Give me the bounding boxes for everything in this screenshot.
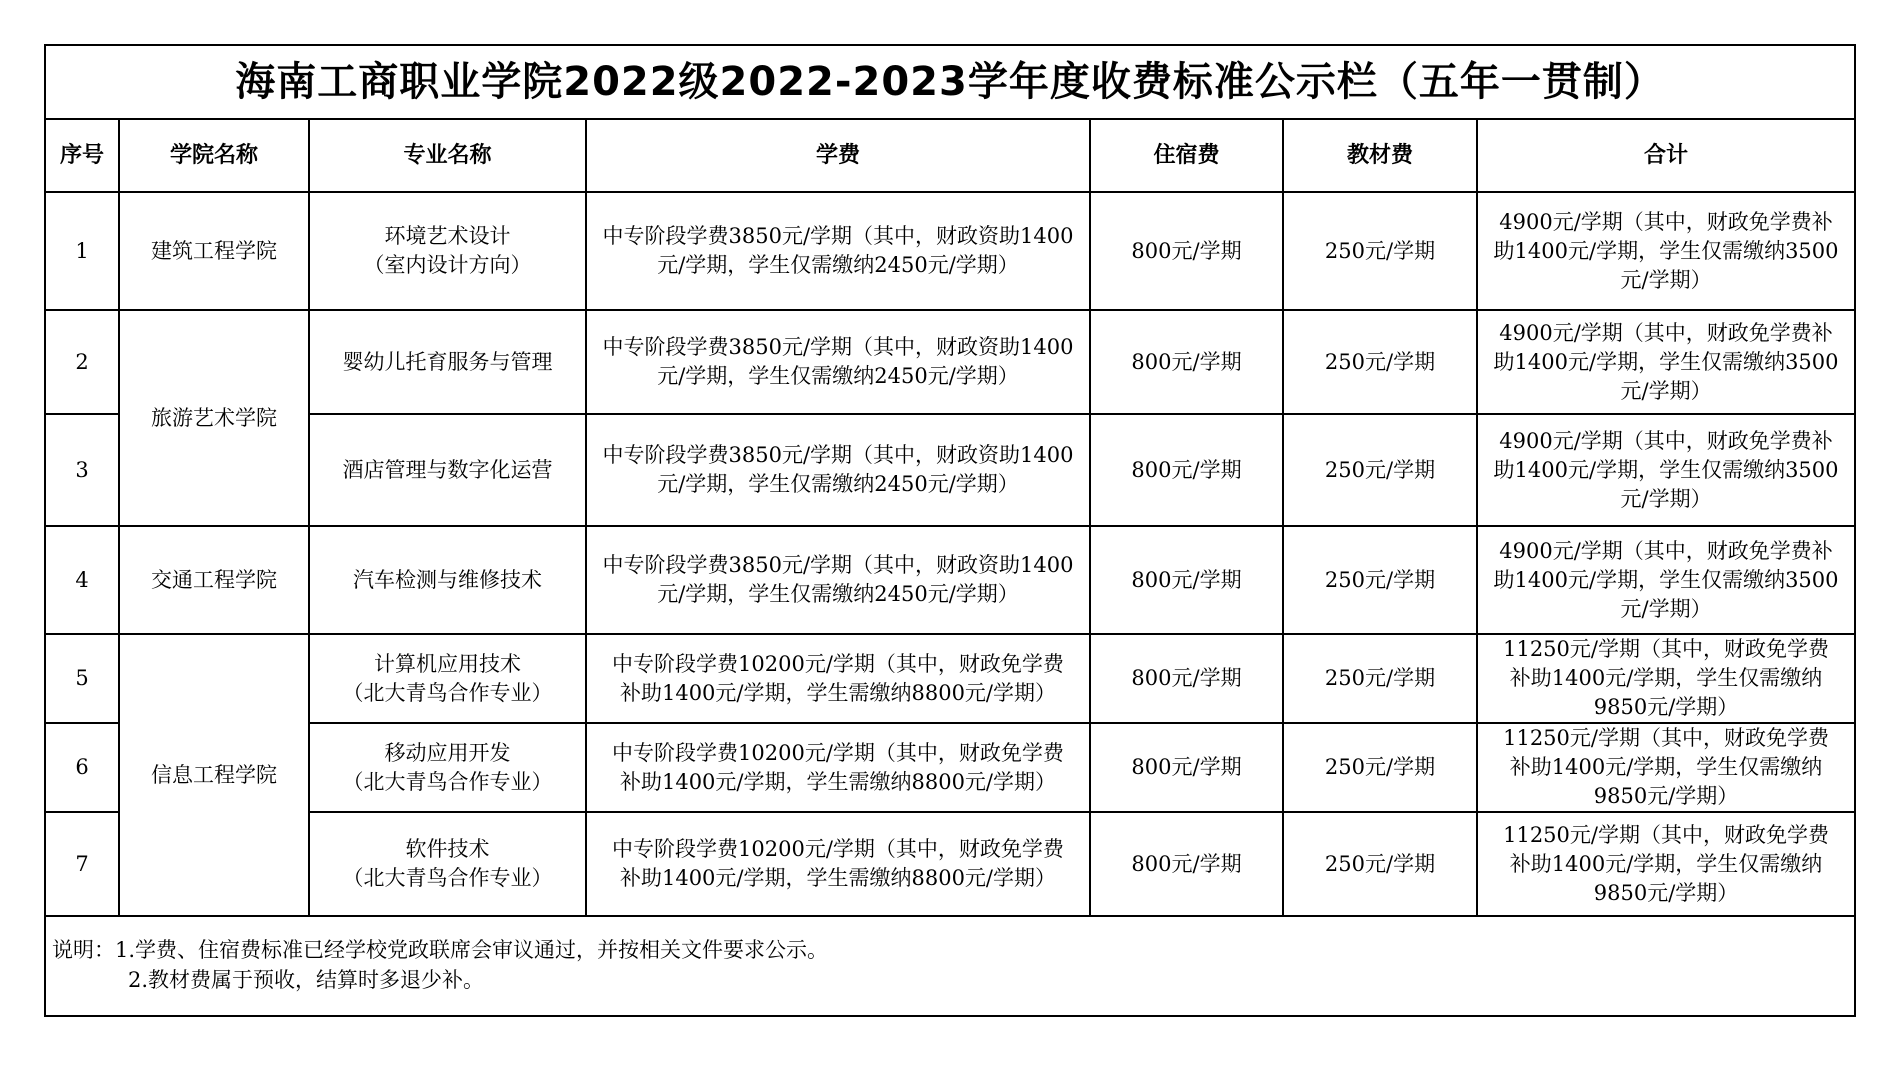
cell-college: 交通工程学院: [119, 526, 309, 634]
tuition-line: 元/学期，学生仅需缴纳2450元/学期）: [657, 582, 1019, 606]
cell-books: 250元/学期: [1283, 812, 1477, 916]
cell-books: 250元/学期: [1283, 723, 1477, 812]
header-college: 学院名称: [119, 119, 309, 192]
header-dorm: 住宿费: [1090, 119, 1283, 192]
cell-tuition: [586, 526, 1090, 634]
cell-total: [1477, 414, 1854, 526]
table-row: [46, 414, 1854, 526]
note-line-1: 说明：1.学费、住宿费标准已经学校党政联席会审议通过，并按相关文件要求公示。: [52, 938, 829, 962]
cell-books: 250元/学期: [1283, 414, 1477, 526]
total-line: 助1400元/学期，学生仅需缴纳3500: [1493, 238, 1839, 263]
total-line: 9850元/学期）: [1593, 695, 1739, 719]
major-line: 软件技术: [405, 837, 490, 861]
cell-total: [1477, 723, 1854, 812]
cell-seq: 1: [46, 192, 119, 310]
tuition-line: 元/学期，学生仅需缴纳2450元/学期）: [657, 472, 1019, 496]
cell-total: [1477, 526, 1854, 634]
major-line: （北大青鸟合作专业）: [342, 680, 553, 705]
header-total: 合计: [1477, 119, 1854, 192]
major-line: 婴幼儿托育服务与管理: [342, 349, 553, 374]
total-line: 11250元/学期（其中，财政免学费: [1503, 822, 1829, 847]
major-line: 移动应用开发: [384, 740, 511, 765]
cell-seq: 2: [46, 310, 119, 414]
cell-dorm: 800元/学期: [1090, 192, 1283, 310]
total-line: 元/学期）: [1620, 267, 1712, 292]
tuition-line: 中专阶段学费3850元/学期（其中，财政资助1400: [602, 553, 1074, 577]
cell-major: [309, 414, 586, 526]
total-line: 元/学期）: [1620, 486, 1712, 511]
cell-tuition: [586, 723, 1090, 812]
cell-major: [309, 192, 586, 310]
cell-tuition: [586, 310, 1090, 414]
total-line: 补助1400元/学期，学生仅需缴纳: [1509, 666, 1823, 690]
total-line: 9850元/学期）: [1593, 784, 1739, 808]
cell-seq: 3: [46, 414, 119, 526]
header-row: [46, 119, 1854, 192]
total-line: 补助1400元/学期，学生仅需缴纳: [1509, 755, 1823, 779]
table-row: [46, 723, 1854, 812]
cell-dorm: 800元/学期: [1090, 634, 1283, 723]
tuition-line: 补助1400元/学期，学生需缴纳8800元/学期）: [619, 769, 1057, 794]
tuition-line: 中专阶段学费3850元/学期（其中，财政资助1400: [602, 335, 1074, 359]
tuition-line: 中专阶段学费3850元/学期（其中，财政资助1400: [602, 224, 1074, 248]
total-line: 元/学期）: [1620, 378, 1712, 403]
major-line: （北大青鸟合作专业）: [342, 769, 553, 794]
cell-college: 旅游艺术学院: [119, 310, 309, 526]
header-books: 教材费: [1283, 119, 1477, 192]
table-row: [46, 526, 1854, 634]
major-line: 计算机应用技术: [374, 651, 521, 676]
cell-major: [309, 634, 586, 723]
major-line: 环境艺术设计: [384, 224, 511, 248]
tuition-line: 补助1400元/学期，学生需缴纳8800元/学期）: [619, 680, 1057, 705]
tuition-line: 中专阶段学费10200元/学期（其中，财政免学费: [612, 740, 1064, 765]
total-line: 11250元/学期（其中，财政免学费: [1503, 726, 1829, 750]
tuition-line: 中专阶段学费10200元/学期（其中，财政免学费: [612, 837, 1064, 861]
cell-books: 250元/学期: [1283, 310, 1477, 414]
tuition-line: 中专阶段学费3850元/学期（其中，财政资助1400: [602, 443, 1074, 467]
cell-major: [309, 812, 586, 916]
table-row: [46, 634, 1854, 723]
cell-seq: 4: [46, 526, 119, 634]
page-title: 海南工商职业学院2022级2022-2023学年度收费标准公示栏（五年一贯制）: [46, 46, 1854, 119]
cell-total: [1477, 192, 1854, 310]
total-line: 4900元/学期（其中，财政免学费补: [1499, 538, 1833, 563]
cell-total: [1477, 634, 1854, 723]
tuition-line: 补助1400元/学期，学生需缴纳8800元/学期）: [619, 866, 1057, 890]
total-line: 元/学期）: [1620, 596, 1712, 621]
total-line: 4900元/学期（其中，财政免学费补: [1499, 428, 1833, 453]
header-tuition: 学费: [586, 119, 1090, 192]
notes-row: [46, 916, 1854, 1032]
cell-major: [309, 526, 586, 634]
major-line: （北大青鸟合作专业）: [342, 866, 553, 890]
cell-seq: 7: [46, 812, 119, 916]
cell-tuition: [586, 812, 1090, 916]
table-row: [46, 192, 1854, 310]
major-line: 汽车检测与维修技术: [353, 567, 542, 592]
major-line: 酒店管理与数字化运营: [342, 457, 553, 482]
total-line: 9850元/学期）: [1593, 880, 1739, 905]
total-line: 补助1400元/学期，学生仅需缴纳: [1509, 851, 1823, 876]
cell-dorm: 800元/学期: [1090, 526, 1283, 634]
cell-dorm: 800元/学期: [1090, 414, 1283, 526]
cell-books: 250元/学期: [1283, 634, 1477, 723]
header-major: 专业名称: [309, 119, 586, 192]
cell-seq: 5: [46, 634, 119, 723]
table-row: [46, 310, 1854, 414]
cell-total: [1477, 812, 1854, 916]
fee-table: [46, 46, 1854, 1032]
cell-tuition: [586, 192, 1090, 310]
note-line-2: 2.教材费属于预收，结算时多退少补。: [128, 968, 485, 992]
cell-dorm: 800元/学期: [1090, 723, 1283, 812]
total-line: 4900元/学期（其中，财政免学费补: [1499, 320, 1833, 345]
cell-dorm: 800元/学期: [1090, 812, 1283, 916]
total-line: 助1400元/学期，学生仅需缴纳3500: [1493, 457, 1839, 482]
cell-dorm: 800元/学期: [1090, 310, 1283, 414]
cell-total: [1477, 310, 1854, 414]
tuition-line: 元/学期，学生仅需缴纳2450元/学期）: [657, 364, 1019, 388]
cell-major: [309, 723, 586, 812]
cell-tuition: [586, 634, 1090, 723]
cell-books: 250元/学期: [1283, 526, 1477, 634]
notes: [46, 916, 1854, 1032]
cell-college: 建筑工程学院: [119, 192, 309, 310]
fee-standard-sheet: [44, 44, 1856, 1017]
cell-books: 250元/学期: [1283, 192, 1477, 310]
cell-college: 信息工程学院: [119, 634, 309, 916]
tuition-line: 元/学期，学生仅需缴纳2450元/学期）: [657, 253, 1019, 277]
total-line: 11250元/学期（其中，财政免学费: [1503, 637, 1829, 661]
major-line: （室内设计方向）: [363, 253, 532, 277]
tuition-line: 中专阶段学费10200元/学期（其中，财政免学费: [612, 651, 1064, 676]
cell-seq: 6: [46, 723, 119, 812]
table-row: [46, 812, 1854, 916]
header-seq: 序号: [46, 119, 119, 192]
cell-tuition: [586, 414, 1090, 526]
total-line: 助1400元/学期，学生仅需缴纳3500: [1493, 349, 1839, 374]
total-line: 助1400元/学期，学生仅需缴纳3500: [1493, 567, 1839, 592]
cell-major: [309, 310, 586, 414]
title-row: [46, 46, 1854, 119]
total-line: 4900元/学期（其中，财政免学费补: [1499, 209, 1833, 234]
